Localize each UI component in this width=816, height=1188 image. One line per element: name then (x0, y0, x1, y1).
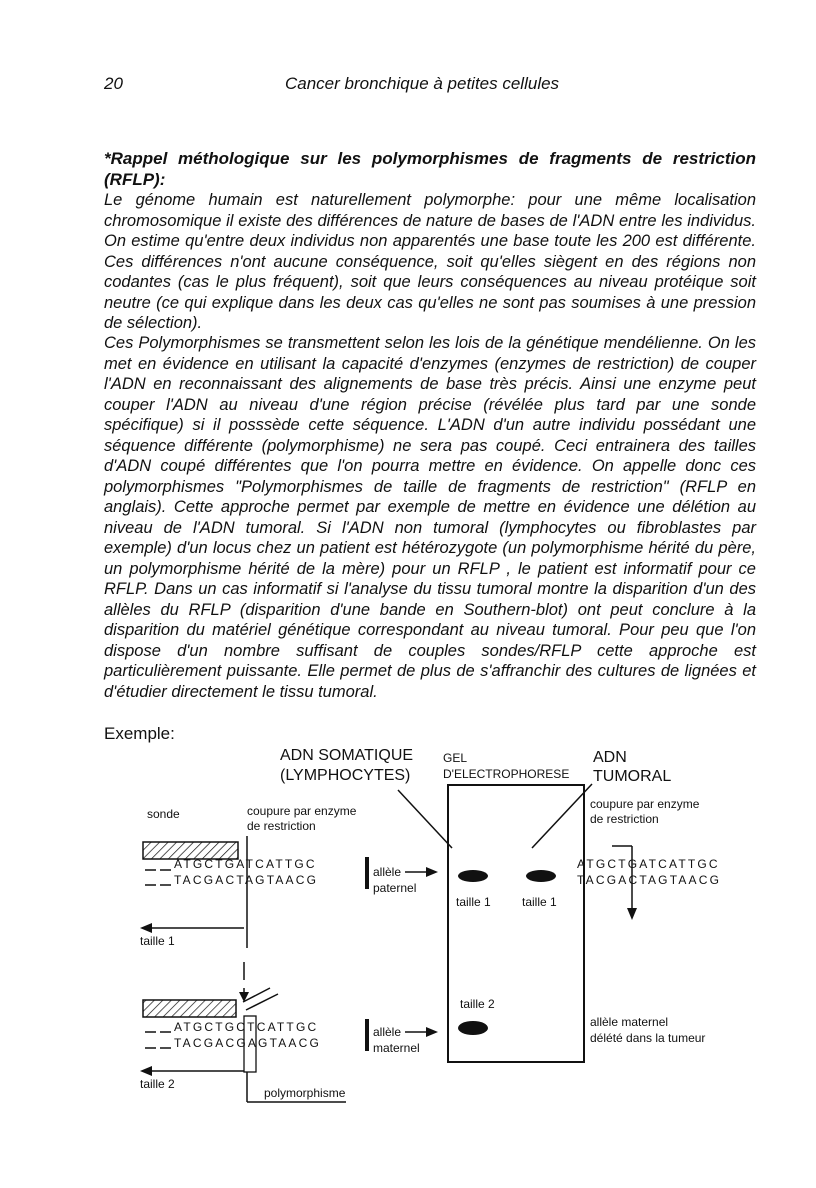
allele-paternel-label-1: allèle (373, 865, 402, 879)
tumoral-label: TUMORAL (593, 768, 672, 785)
example-label: Exemple: (104, 724, 175, 743)
allele-maternel-label-1: allèle (373, 1025, 402, 1039)
deleted-allele-label-2: délété dans la tumeur (590, 1031, 706, 1045)
coupure-right-line1: coupure par enzyme (590, 797, 700, 811)
taille2-label: taille 2 (140, 1077, 175, 1091)
coupure-label-line1: coupure par enzyme (247, 804, 357, 818)
taille1-label: taille 1 (140, 934, 175, 948)
coupure-label-line2: de restriction (247, 819, 316, 833)
page-number: 20 (104, 74, 123, 93)
electrophorese-label: D'ELECTROPHORESE (443, 767, 570, 781)
gel-band-somatic-taille2 (458, 1021, 488, 1035)
gel-box (448, 785, 584, 1062)
tumoral-sequence-bottom: TACGACTAGTAACG (577, 873, 722, 887)
no-cut-mark-2 (246, 994, 278, 1010)
maternal-sequence-top: ATGCTGCTCATTGC (174, 1020, 319, 1034)
paragraph-2: Ces Polymorphismes se transmettent selon les lois de la génétique mendélienne. On les met en évidence en utilisant la capacité d'enzymes (enzymes de restriction) de couper l'ADN en reconnaissant des alignements de base très précis. Ainsi une enzyme peut couper l'ADN au niveau d'une région précise (révélée plus tard par une sonde spécifique) si il posssède cette séquence. L'ADN d'un autre individu possédant une séquence différente (polymorphisme) ne sera pas coupé. Ceci entrainera des tailles d'ADN coupé différentes que l'on pourra mettre en évidence. On appelle donc ces polymorphismes "Polymorphismes de taille de fragments de restriction" (RFLP en anglais). Cette approche permet par exemple de mettre en évidence une délétion au niveau de l'ADN tumoral. Si l'ADN non tumoral (lymphocytes ou fibroblastes par exemple) d'un locus chez un patient est hétérozygote (un polymorphisme hérité du père, un polymorphisme hérité de la mère) pour un RFLP , le patient est informatif pour ce RFLP. Dans un cas informatif si l'analyse du tissu tumoral montre la disparition d'un des allèles du RFLP (disparition d'une bande en Southern-blot) ont peut conclure à la disparition du matériel génétique correspondant au niveau tumoral. Pour peu que l'on dispose d'un nombre suffisant de couples sondes/RFLP cette approche est particulièrement puissante. Elle permet de plus de s'affranchir des cultures de lignées et d'étudier directement le tissu tumoral. (104, 334, 756, 701)
lymphocytes-label: (LYMPHOCYTES) (280, 767, 411, 784)
gel-band-somatic-taille1 (458, 870, 488, 882)
gel-taille1-label-left: taille 1 (456, 895, 491, 909)
section-heading: *Rappel méthologique sur les polymorphismes de fragments de restriction (RFLP): (104, 149, 756, 189)
polymorphisme-label: polymorphisme (264, 1086, 346, 1100)
maternal-bracket (365, 1019, 369, 1051)
maternal-sequence-bottom: TACGACGAGTAACG (174, 1036, 322, 1050)
coupure-right-line2: de restriction (590, 812, 659, 826)
gel-band-tumoral-taille1 (526, 870, 556, 882)
adn-somatique-label: ADN SOMATIQUE (280, 747, 414, 764)
paternal-sequence-bottom: TACGACTAGTAACG (174, 873, 319, 887)
sonde-label: sonde (147, 807, 180, 821)
probe-maternal (143, 1000, 236, 1017)
deleted-allele-label-1: allèle maternel (590, 1015, 669, 1029)
gel-taille1-label-right: taille 1 (522, 895, 557, 909)
gel-taille2-label: taille 2 (460, 997, 495, 1011)
paternal-sequence-top: ATGCTGATCATTGC (174, 857, 317, 871)
paragraph-1: Le génome humain est naturellement polymorphe: pour une même localisation chromosomique il existe des différences de nature de bases de l'ADN entre les individus. On estime qu'entre deux individus non apparentés une base toute les 200 est différente. Ces différences n'ont aucune conséquence, soit qu'elles siègent en des régions non codantes (cas le plus fréquent), soit que leurs conséquences au niveau protéique soit neutre (ce qui explique dans les deux cas qu'elles ne sont pas soumises à une pression de sélection). (104, 191, 756, 332)
allele-paternel-label-2: paternel (373, 881, 417, 895)
allele-maternel-label-2: maternel (373, 1041, 420, 1055)
somatic-pointer-line (398, 790, 452, 848)
running-title: Cancer bronchique à petites cellules (285, 74, 560, 93)
gel-label: GEL (443, 751, 468, 765)
paternal-bracket (365, 857, 369, 889)
adn-tumoral-label: ADN (593, 749, 627, 766)
tumoral-sequence-top: ATGCTGATCATTGC (577, 857, 720, 871)
